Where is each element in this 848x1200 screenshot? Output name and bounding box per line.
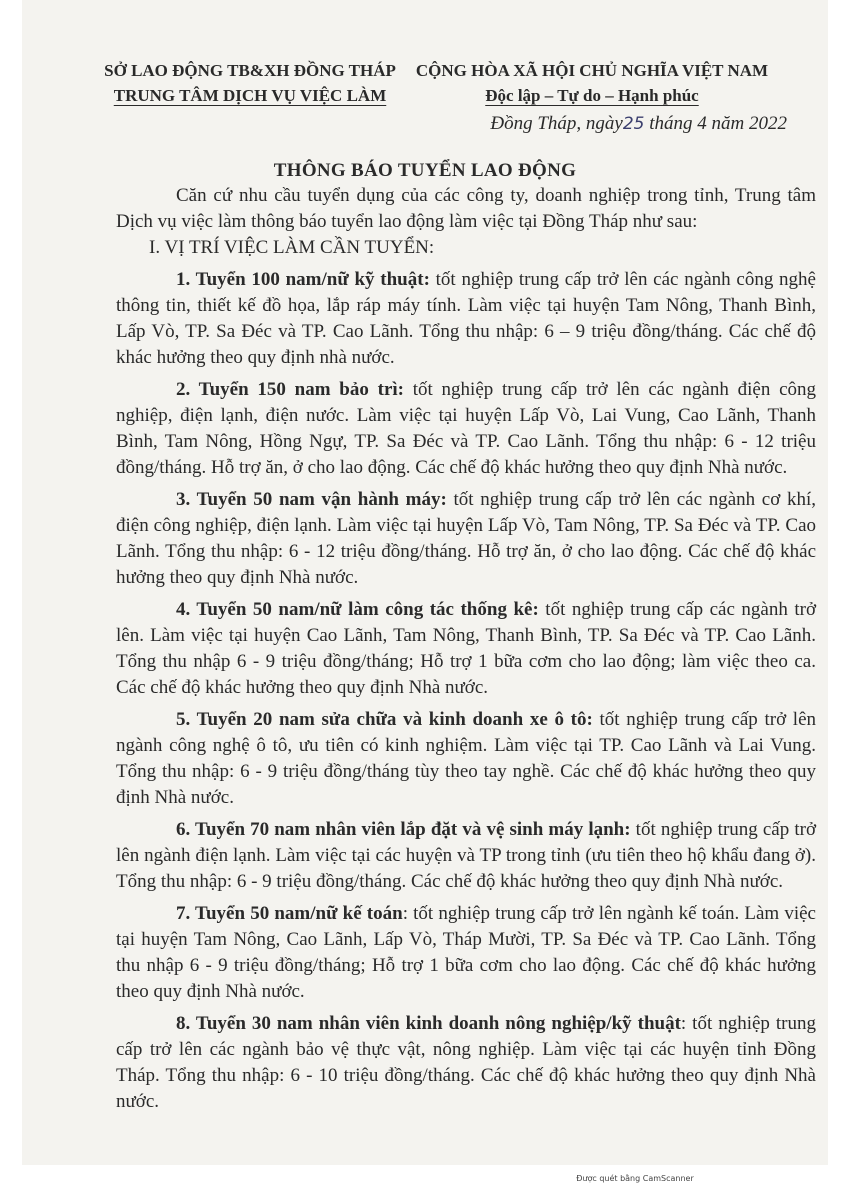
job-item-text: tốt nghiệp trung cấp trở lên các ngành điện công nghiệp, điện lạnh, điện nước. Làm việc tại huyện Lấp Vò, Lai Vung, Cao Lãnh, Thanh Bình, Tam Nông, Hồng Ngự, TP. Sa Đéc và TP. Cao Lãnh. Tổng thu nhập: 6 - 12 triệu đồng/tháng. Hỗ trợ ăn, ở cho lao động. Các chế độ khác hưởng theo quy định Nhà nước.: [116, 379, 817, 478]
job-item-7: [116, 901, 816, 1005]
job-item-1: [116, 267, 816, 371]
job-item-head: 4. Tuyển 50 nam/nữ làm công tác thống kê:: [176, 599, 539, 620]
document-title: THÔNG BÁO TUYỂN LAO ĐỘNG: [273, 160, 577, 181]
date-day-handwritten: 25: [622, 114, 645, 134]
job-item-5: [116, 707, 816, 811]
job-item-text: tốt nghiệp trung cấp trở lên các ngành công nghệ thông tin, thiết kế đồ họa, lắp ráp máy tính. Làm việc tại huyện Tam Nông, Thanh Bình, Lấp Vò, TP. Sa Đéc và TP. Cao Lãnh. Tổng thu nhập: 6 – 9 triệu đồng/tháng. Các chế độ khác hưởng theo quy định nhà nước.: [116, 269, 816, 368]
job-item-text: : tốt nghiệp trung cấp trở lên ngành kế toán. Làm việc tại huyện Tam Nông, Cao Lãnh, Lấp Vò, Tháp Mười, TP. Sa Đéc và TP. Cao Lãnh. Tổng thu nhập 6 - 9 triệu đồng/tháng; Hỗ trợ 1 bữa cơm cho lao động. Các chế độ khác hưởng theo quy định Nhà nước.: [116, 903, 816, 1002]
nation-motto: Độc lập – Tự do – Hạnh phúc: [485, 86, 699, 105]
national-heading: [402, 58, 782, 108]
org-line-1: SỞ LAO ĐỘNG TB&XH ĐỒNG THÁP: [104, 61, 396, 80]
org-line-2: TRUNG TÂM DỊCH VỤ VIỆC LÀM: [113, 86, 387, 105]
document-body: [116, 183, 816, 1115]
job-item-6: [116, 817, 816, 895]
date-prefix: Đồng Tháp, ngày: [490, 113, 623, 134]
scanner-watermark: Được quét bằng CamScanner: [576, 1174, 694, 1183]
section-heading: I. VỊ TRÍ VIỆC LÀM CẦN TUYỂN:: [149, 237, 435, 258]
job-item-2: [116, 377, 816, 481]
job-item-head: 2. Tuyển 150 nam bảo trì:: [176, 379, 404, 400]
job-item-4: [116, 597, 816, 701]
intro-paragraph: Căn cứ nhu cầu tuyển dụng của các công ty, doanh nghiệp trong tỉnh, Trung tâm Dịch vụ việc làm thông báo tuyển lao động làm việc tại Đồng Tháp như sau:: [116, 185, 816, 232]
job-item-head: 3. Tuyển 50 nam vận hành máy:: [176, 489, 447, 510]
job-item-head: 1. Tuyển 100 nam/nữ kỹ thuật:: [176, 269, 430, 290]
job-item-text: tốt nghiệp trung cấp trở lên ngành công nghệ ô tô, ưu tiên có kinh nghiệm. Làm việc tại TP. Cao Lãnh và Lai Vung. Tổng thu nhập: 6 - 9 triệu đồng/tháng tùy theo tay nghề. Các chế độ khác hưởng theo quy định Nhà nước.: [116, 709, 817, 808]
job-item-3: [116, 487, 816, 591]
job-item-head: 6. Tuyển 70 nam nhân viên lắp đặt và vệ sinh máy lạnh:: [176, 819, 631, 840]
job-item-8: [116, 1011, 816, 1115]
job-item-text: : tốt nghiệp trung cấp trở lên các ngành bảo vệ thực vật, nông nghiệp. Làm việc tại các huyện tỉnh Đồng Tháp. Tổng thu nhập: 6 - 10 triệu đồng/tháng. Các chế độ khác hưởng theo quy định Nhà nước.: [116, 1013, 817, 1112]
issuing-organization: [100, 58, 400, 108]
job-item-head: 5. Tuyển 20 nam sửa chữa và kinh doanh xe ô tô:: [176, 709, 593, 730]
place-date: [402, 113, 787, 135]
job-item-text: tốt nghiệp trung cấp trở lên ngành điện lạnh. Làm việc tại các huyện và TP trong tỉnh (ưu tiên theo hộ khẩu đang ở). Tổng thu nhập: 6 - 9 triệu đồng/tháng. Các chế độ khác hưởng theo quy định Nhà nước.: [116, 819, 816, 892]
date-suffix: tháng 4 năm 2022: [644, 113, 787, 134]
job-item-head: 7. Tuyển 50 nam/nữ kế toán: [176, 903, 403, 924]
job-item-text: tốt nghiệp trung cấp trở lên các ngành cơ khí, điện công nghiệp, điện lạnh. Làm việc tại huyện Lấp Vò, Tam Nông, TP. Sa Đéc và TP. Cao Lãnh. Tổng thu nhập: 6 - 12 triệu đồng/tháng. Hỗ trợ ăn, ở cho lao động. Các chế độ khác hưởng theo quy định Nhà nước.: [116, 489, 817, 588]
job-item-head: 8. Tuyển 30 nam nhân viên kinh doanh nông nghiệp/kỹ thuật: [176, 1013, 681, 1034]
job-item-text: tốt nghiệp trung cấp các ngành trở lên. Làm việc tại huyện Cao Lãnh, Tam Nông, Thanh Bình, TP. Sa Đéc và TP. Cao Lãnh. Tổng thu nhập 6 - 9 triệu đồng/tháng; Hỗ trợ 1 bữa cơm cho lao động; làm việc theo ca. Các chế độ khác hưởng theo quy định Nhà nước.: [116, 599, 816, 698]
nation-line-1: CỘNG HÒA XÃ HỘI CHỦ NGHĨA VIỆT NAM: [415, 61, 769, 80]
